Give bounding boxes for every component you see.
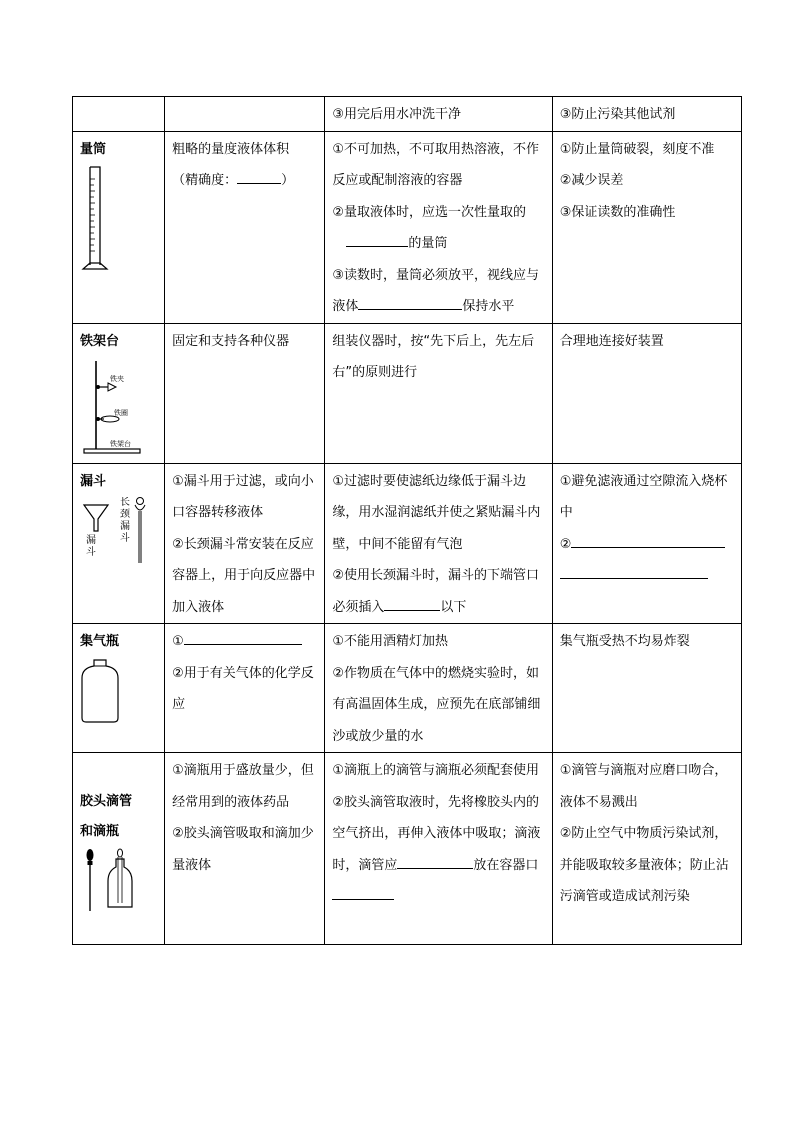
note-cell — [325, 463, 552, 624]
table-row — [73, 463, 742, 624]
instrument-name: 漏斗 — [80, 473, 107, 489]
gas-jar-illustration — [80, 658, 124, 724]
instrument-name: 量筒 — [80, 141, 107, 157]
note-text: ①不能用酒精灯加热 — [332, 634, 449, 649]
instrument-name: 胶头滴管和滴瓶 — [80, 794, 133, 839]
use-text: 粗略的量度液体体积 — [172, 141, 290, 157]
reason-line — [560, 529, 735, 561]
note-text: ①不可加热，不可取用热溶液，不作反应或配制溶液的容器 — [332, 141, 540, 188]
instrument-table — [72, 96, 742, 945]
use-text: ①滴瓶用于盛放量少，但经常用到的液体药品 — [172, 763, 314, 810]
reason-text: ②减少误差 — [559, 173, 624, 188]
reason-text: 集气瓶受热不均易炸裂 — [559, 634, 690, 649]
instrument-name: 铁架台 — [80, 333, 120, 349]
note-cell — [325, 323, 552, 463]
note-text: ②作物质在气体中的燃烧实验时，如有高温固体生成，应预先在底部铺细沙或放少量的水 — [332, 665, 541, 744]
use-text: ②用于有关气体的化学反应 — [172, 665, 314, 712]
instrument-name: 集气瓶 — [80, 634, 120, 649]
note-text: ③读数时，量筒必须放平，视线应与液体 — [332, 267, 540, 314]
note-cell — [325, 624, 552, 753]
reason-text: ③防止污染其他试剂 — [559, 107, 676, 122]
answer-blank[interactable] — [384, 609, 440, 611]
fig-label: 斗 — [120, 533, 130, 544]
note-line — [332, 228, 545, 260]
use-cell — [165, 97, 325, 132]
table-row — [73, 323, 742, 463]
use-text: ①漏斗用于过滤，或向小口容器转移液体 — [172, 473, 314, 520]
name-cell — [73, 463, 165, 624]
reason-line — [560, 560, 735, 592]
use-cell — [165, 753, 325, 945]
reason-cell — [552, 323, 741, 463]
use-text: ②长颈漏斗常安装在反应容器上，用于向反应器中加入液体 — [172, 536, 316, 615]
note-text: 以下 — [440, 599, 467, 615]
table-row — [73, 624, 742, 753]
note-line — [332, 260, 545, 323]
note-text: ②量取液体时，应选一次性量取的 — [332, 204, 527, 220]
note-cell — [325, 753, 552, 945]
answer-blank[interactable] — [571, 546, 725, 548]
use-cell — [165, 131, 325, 323]
use-cell — [165, 463, 325, 624]
precision-label: （精确度： — [172, 173, 238, 188]
reason-cell — [552, 624, 741, 753]
name-cell — [73, 97, 165, 132]
reason-cell — [552, 463, 741, 624]
funnel-illustration — [80, 497, 160, 569]
fig-label: 漏 — [120, 521, 130, 532]
note-text: 放在容器口 — [473, 857, 539, 873]
answer-blank[interactable] — [237, 182, 281, 184]
note-cell — [325, 131, 552, 323]
fig-label: 铁夹 — [110, 375, 124, 383]
note-line — [332, 787, 545, 913]
precision-close: ） — [281, 173, 295, 188]
reason-text: ①滴管与滴瓶对应磨口吻合，液体不易溅出 — [559, 763, 728, 810]
reason-text: ② — [559, 536, 572, 552]
reason-text: ①防止量筒破裂，刻度不准 — [559, 141, 715, 157]
use-line — [172, 626, 318, 658]
reason-text: ②防止空气中物质污染试剂，并能吸取较多量液体；防止沾污滴管或造成试剂污染 — [559, 826, 729, 904]
name-cell — [73, 131, 165, 323]
fig-label: 铁架台 — [110, 440, 131, 448]
name-cell — [73, 323, 165, 463]
note-text: ①过滤时要使滤纸边缘低于漏斗边缘，用水湿润滤纸并使之紧贴漏斗内壁，中间不能留有气泡 — [332, 473, 541, 552]
answer-blank[interactable] — [332, 898, 394, 900]
note-text: 组装仪器时，按“先下后上，先左后右”的原则进行 — [332, 333, 535, 380]
answer-blank[interactable] — [560, 577, 708, 579]
table-row — [73, 131, 742, 323]
reason-text: 合理地连接好装置 — [559, 333, 664, 349]
fig-label: 漏 — [86, 535, 96, 546]
answer-blank[interactable] — [184, 643, 302, 645]
fig-label: 颈 — [120, 509, 130, 520]
note-text: ①滴瓶上的滴管与滴瓶必须配套使用 — [332, 763, 540, 778]
note-text: ③用完后用水冲洗干净 — [332, 107, 462, 122]
note-cell — [325, 97, 552, 132]
table-row — [73, 97, 742, 132]
note-line — [332, 560, 545, 623]
fig-label: 长 — [120, 497, 130, 508]
reason-cell — [552, 753, 741, 945]
use-text: 固定和支持各种仪器 — [172, 333, 290, 349]
name-cell — [73, 753, 165, 945]
note-text: 保持水平 — [462, 299, 515, 314]
use-cell — [165, 323, 325, 463]
use-text: ① — [172, 634, 184, 649]
reason-text: ①避免滤液通过空隙流入烧杯中 — [559, 473, 728, 520]
note-text: ②使用长颈漏斗时，漏斗的下端管口必须插入 — [332, 568, 540, 615]
reason-text: ③保证读数的准确性 — [559, 204, 676, 220]
name-cell — [73, 624, 165, 753]
reason-cell — [552, 131, 741, 323]
answer-blank[interactable] — [397, 867, 473, 869]
reason-cell — [552, 97, 741, 132]
precision-line — [172, 165, 318, 197]
use-cell — [165, 624, 325, 753]
fig-label: 铁圈 — [114, 409, 128, 417]
answer-blank[interactable] — [346, 245, 408, 247]
answer-blank[interactable] — [358, 308, 462, 310]
table-row — [73, 753, 742, 945]
note-text: 的量筒 — [408, 236, 448, 251]
use-text: ②胶头滴管吸取和滴加少量液体 — [172, 826, 314, 873]
dropper-and-bottle-illustration — [80, 847, 140, 917]
iron-stand-illustration — [80, 357, 150, 455]
graduated-cylinder-illustration — [80, 165, 120, 273]
fig-label: 斗 — [86, 547, 96, 558]
note-text: ②胶头滴管取液时，先将橡胶头内的空气挤出，再伸入液体中吸取；滴液时，滴管应 — [332, 794, 541, 873]
